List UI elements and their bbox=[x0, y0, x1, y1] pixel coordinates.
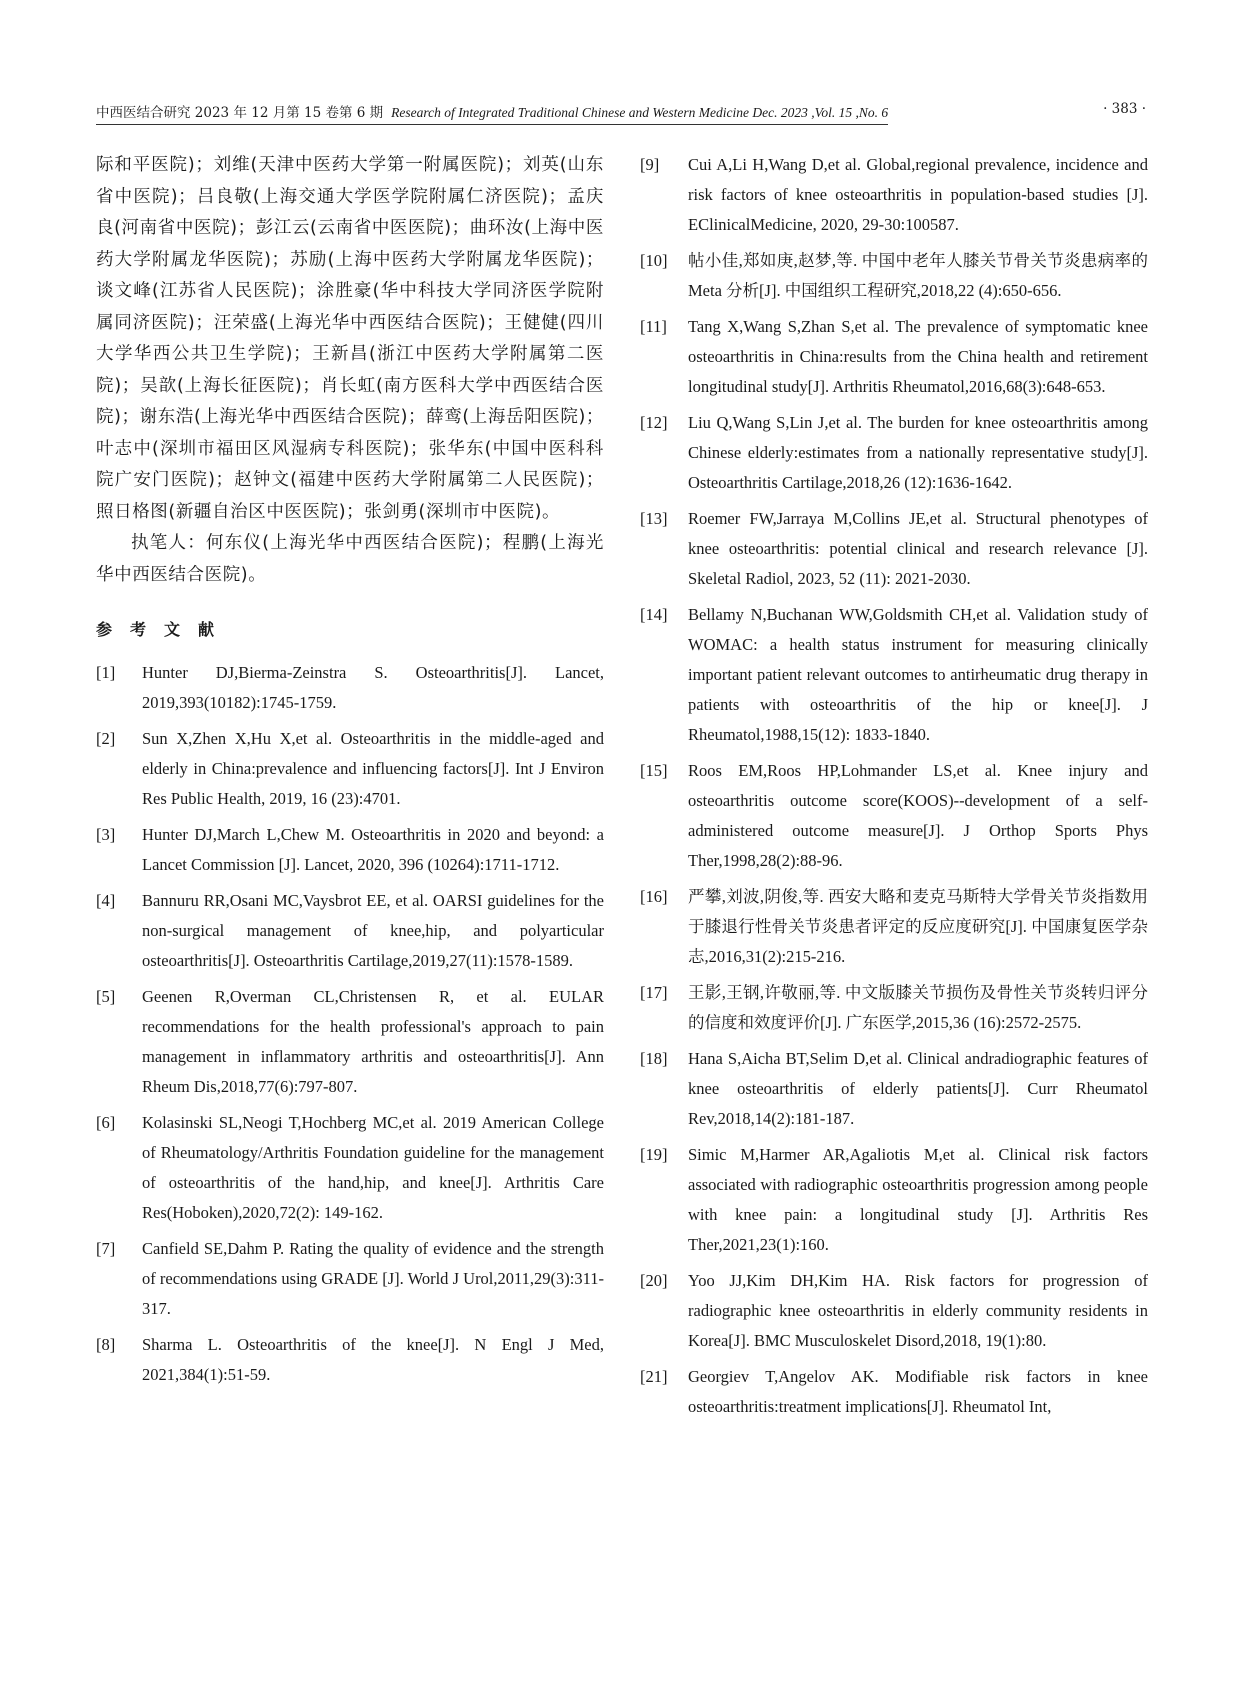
journal-title-en: Research of Integrated Traditional Chinese and Western Medicine Dec. 2023 ,Vol. 15 ,No. 6 bbox=[391, 105, 889, 120]
reference-item bbox=[640, 504, 1148, 594]
reference-number: [4] bbox=[96, 891, 116, 910]
reference-number: [19] bbox=[640, 1145, 668, 1164]
reference-text: Georgiev T,Angelov AK. Modifiable risk factors in knee osteoarthritis:treatment implications[J]. Rheumatol Int, bbox=[688, 1367, 1148, 1416]
reference-item bbox=[96, 982, 604, 1102]
reference-item bbox=[640, 882, 1148, 972]
reference-text: Roos EM,Roos HP,Lohmander LS,et al. Knee injury and osteoarthritis outcome score(KOOS)--development of a self-administered outcome measure[J]. J Orthop Sports Phys Ther,1998,28(2):88-96. bbox=[688, 761, 1148, 870]
reference-item bbox=[640, 1140, 1148, 1260]
reference-text: 王影,王钢,许敬丽,等. 中文版膝关节损伤及骨性关节炎转归评分的信度和效度评价[J]. 广东医学,2015,36 (16):2572-2575. bbox=[688, 983, 1148, 1032]
reference-item bbox=[640, 978, 1148, 1038]
reference-text: Canfield SE,Dahm P. Rating the quality of evidence and the strength of recommendations using GRADE [J]. World J Urol,2011,29(3):311-317. bbox=[142, 1239, 604, 1318]
reference-number: [1] bbox=[96, 663, 116, 682]
journal-title-cn: 中西医结合研究 2023 年 12 月第 15 卷第 6 期 bbox=[96, 105, 384, 121]
reference-item bbox=[96, 1234, 604, 1324]
reference-text: Simic M,Harmer AR,Agaliotis M,et al. Clinical risk factors associated with radiographic osteoarthritis progression among people with knee pain: a longitudinal study [J]. Arthritis Res Ther,2021,23(1):160. bbox=[688, 1145, 1148, 1254]
reference-number: [9] bbox=[640, 155, 660, 174]
reference-number: [8] bbox=[96, 1335, 116, 1354]
reference-number: [15] bbox=[640, 761, 668, 780]
reference-number: [12] bbox=[640, 413, 668, 432]
reference-item bbox=[640, 1362, 1148, 1422]
reference-item bbox=[96, 658, 604, 718]
reference-item bbox=[640, 312, 1148, 402]
reference-number: [5] bbox=[96, 987, 116, 1006]
reference-item bbox=[640, 1044, 1148, 1134]
reference-number: [16] bbox=[640, 887, 668, 906]
reference-item bbox=[640, 1266, 1148, 1356]
page-number: · 383 · bbox=[1103, 101, 1146, 117]
right-column bbox=[640, 150, 1148, 1428]
reference-item bbox=[96, 724, 604, 814]
reference-text: Hunter DJ,March L,Chew M. Osteoarthritis in 2020 and beyond: a Lancet Commission [J]. Lancet, 2020, 396 (10264):1711-1712. bbox=[142, 825, 604, 874]
reference-number: [6] bbox=[96, 1113, 116, 1132]
reference-number: [14] bbox=[640, 605, 668, 624]
reference-item bbox=[640, 600, 1148, 750]
reference-text: Bellamy N,Buchanan WW,Goldsmith CH,et al. Validation study of WOMAC: a health status instrument for measuring clinically important patient relevant outcomes to antirheumatic drug therapy in patients with osteoarthritis of the hip or knee[J]. J Rheumatol,1988,15(12): 1833-1840. bbox=[688, 605, 1148, 744]
reference-item bbox=[96, 886, 604, 976]
left-column bbox=[96, 150, 604, 1396]
running-header bbox=[96, 101, 1146, 123]
reference-text: Tang X,Wang S,Zhan S,et al. The prevalence of symptomatic knee osteoarthritis in China:results from the China health and retirement longitudinal study[J]. Arthritis Rheumatol,2016,68(3):648-653. bbox=[688, 317, 1148, 396]
reference-number: [18] bbox=[640, 1049, 668, 1068]
reference-number: [17] bbox=[640, 983, 668, 1002]
reference-item bbox=[640, 150, 1148, 240]
reference-number: [2] bbox=[96, 729, 116, 748]
reference-text: Cui A,Li H,Wang D,et al. Global,regional prevalence, incidence and risk factors of knee osteoarthritis in population-based studies [J]. EClinicalMedicine, 2020, 29-30:100587. bbox=[688, 155, 1148, 234]
author-list-paragraph: 际和平医院)；刘维(天津中医药大学第一附属医院)；刘英(山东省中医院)；吕良敬(上海交通大学医学院附属仁济医院)；孟庆良(河南省中医院)；彭江云(云南省中医医院)；曲环汝(上海中医药大学附属龙华医院)；苏励(上海中医药大学附属龙华医院)；谈文峰(江苏省人民医院)；涂胜豪(华中科技大学同济医学院附属同济医院)；汪荣盛(上海光华中西医结合医院)；王健健(四川大学华西公共卫生学院)；王新昌(浙江中医药大学附属第二医院)；吴歆(上海长征医院)；肖长虹(南方医科大学中西医结合医院)；谢东浩(上海光华中西医结合医院)；薛鸾(上海岳阳医院)；叶志中(深圳市福田区风湿病专科医院)；张华东(中国中医科科院广安门医院)；赵钟文(福建中医药大学附属第二人民医院)；照日格图(新疆自治区中医医院)；张剑勇(深圳市中医院)。 bbox=[96, 155, 604, 522]
reference-item bbox=[96, 820, 604, 880]
reference-text: Geenen R,Overman CL,Christensen R, et al. EULAR recommendations for the health professional's approach to pain management in inflammatory arthritis and osteoarthritis[J]. Ann Rheum Dis,2018,77(6):797-807. bbox=[142, 987, 604, 1096]
reference-item bbox=[96, 1108, 604, 1228]
reference-number: [7] bbox=[96, 1239, 116, 1258]
reference-number: [3] bbox=[96, 825, 116, 844]
reference-number: [20] bbox=[640, 1271, 668, 1290]
reference-text: Sun X,Zhen X,Hu X,et al. Osteoarthritis in the middle-aged and elderly in China:prevalence and influencing factors[J]. Int J Environ Res Public Health, 2019, 16 (23):4701. bbox=[142, 729, 604, 808]
reference-text: Sharma L. Osteoarthritis of the knee[J]. N Engl J Med, 2021,384(1):51-59. bbox=[142, 1335, 604, 1384]
reference-text: 帖小佳,郑如庚,赵梦,等. 中国中老年人膝关节骨关节炎患病率的 Meta 分析[J]. 中国组织工程研究,2018,22 (4):650-656. bbox=[688, 251, 1148, 300]
reference-text: Hunter DJ,Bierma-Zeinstra S. Osteoarthritis[J]. Lancet, 2019,393(10182):1745-1759. bbox=[142, 663, 604, 712]
journal-title bbox=[96, 101, 888, 125]
reference-text: Roemer FW,Jarraya M,Collins JE,et al. Structural phenotypes of knee osteoarthritis: potential clinical and research relevance [J]. Skeletal Radiol, 2023, 52 (11): 2021-2030. bbox=[688, 509, 1148, 588]
reference-item bbox=[640, 756, 1148, 876]
reference-text: Yoo JJ,Kim DH,Kim HA. Risk factors for progression of radiographic knee osteoarthritis in elderly community residents in Korea[J]. BMC Musculoskelet Disord,2018, 19(1):80. bbox=[688, 1271, 1148, 1350]
references-heading: 参考文献 bbox=[96, 620, 233, 639]
reference-item bbox=[640, 408, 1148, 498]
reference-item bbox=[96, 1330, 604, 1390]
reference-text: Kolasinski SL,Neogi T,Hochberg MC,et al. 2019 American College of Rheumatology/Arthritis Foundation guideline for the management of osteoarthritis of the hand,hip, and knee[J]. Arthritis Care Res(Hoboken),2020,72(2): 149-162. bbox=[142, 1113, 604, 1222]
reference-text: 严攀,刘波,阴俊,等. 西安大略和麦克马斯特大学骨关节炎指数用于膝退行性骨关节炎患者评定的反应度研究[J]. 中国康复医学杂志,2016,31(2):215-216. bbox=[688, 887, 1148, 966]
reference-number: [10] bbox=[640, 251, 668, 270]
reference-number: [13] bbox=[640, 509, 668, 528]
writer-paragraph: 执笔人：何东仪(上海光华中西医结合医院)；程鹏(上海光华中西医结合医院)。 bbox=[96, 533, 604, 585]
reference-number: [11] bbox=[640, 317, 667, 336]
reference-text: Liu Q,Wang S,Lin J,et al. The burden for knee osteoarthritis among Chinese elderly:estimates from a nationally representative study[J]. Osteoarthritis Cartilage,2018,26 (12):1636-1642. bbox=[688, 413, 1148, 492]
reference-text: Bannuru RR,Osani MC,Vaysbrot EE, et al. OARSI guidelines for the non-surgical management of knee,hip, and polyarticular osteoarthritis[J]. Osteoarthritis Cartilage,2019,27(11):1578-1589. bbox=[142, 891, 604, 970]
reference-item bbox=[640, 246, 1148, 306]
reference-number: [21] bbox=[640, 1367, 668, 1386]
reference-text: Hana S,Aicha BT,Selim D,et al. Clinical andradiographic features of knee osteoarthritis of elderly patients[J]. Curr Rheumatol Rev,2018,14(2):181-187. bbox=[688, 1049, 1148, 1128]
